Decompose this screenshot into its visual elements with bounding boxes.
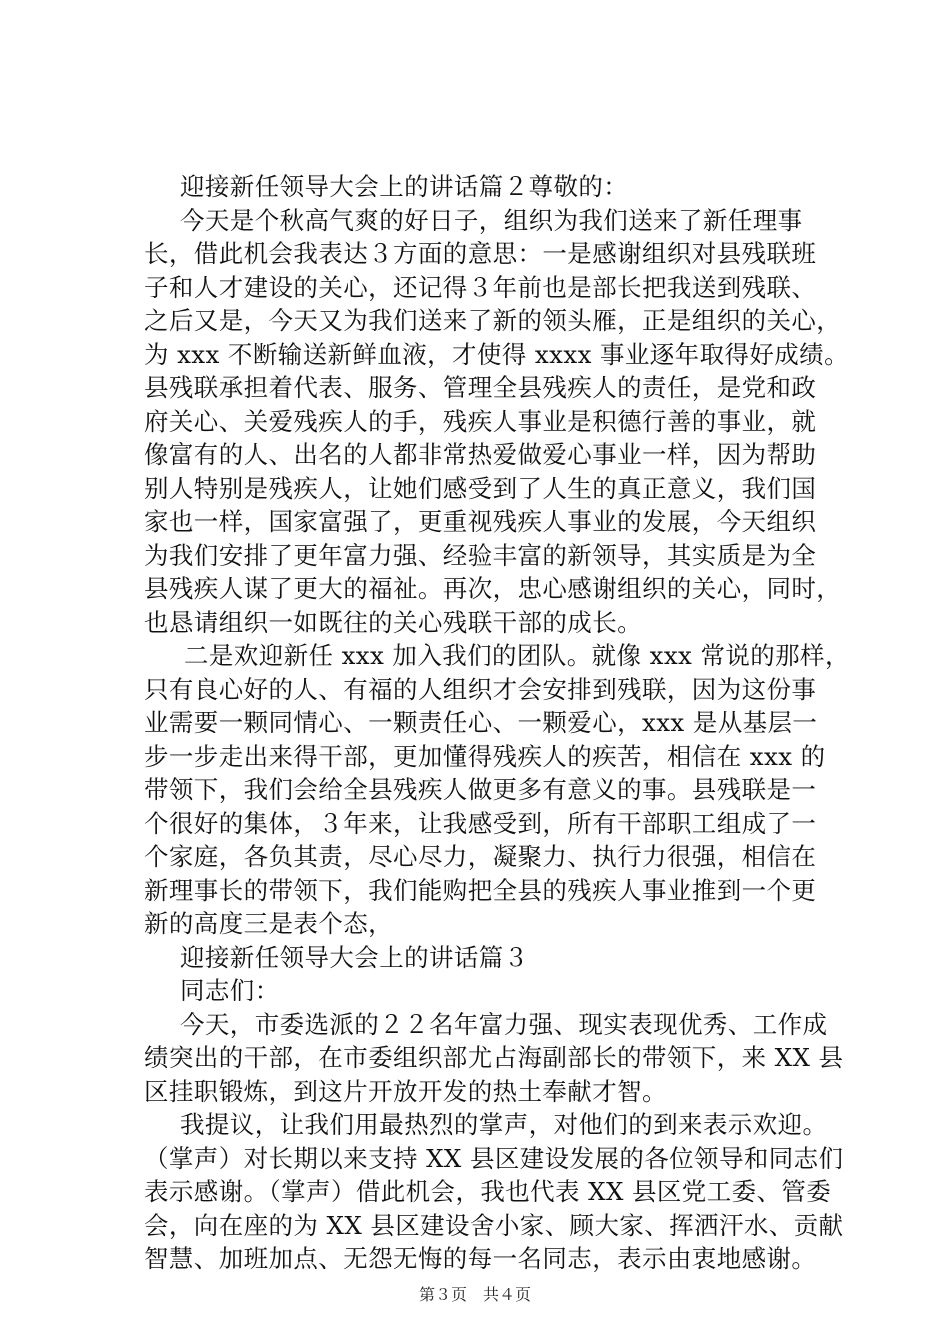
paragraph-line: 业需要一颗同情心、一颗责任心、一颗爱心，xxx 是从基层一 (144, 708, 818, 737)
paragraph-line: 个很好的集体，３年来，让我感受到，所有干部职工组成了一 (144, 808, 817, 838)
paragraph-line: 别人特别是残疾人，让她们感受到了人生的真正意义，我们国 (144, 473, 817, 503)
paragraph-line: 之后又是，今天又为我们送来了新的领头雁，正是组织的关心， (144, 306, 842, 335)
paragraph-line: 只有良心好的人、有福的人组织才会安排到残联，因为这份事 (144, 674, 817, 704)
paragraph-line: 为我们安排了更年富力强、经验丰富的新领导，其实质是为全 (144, 540, 817, 570)
paragraph-line: 子和人才建设的关心，还记得３年前也是部长把我送到残联、 (144, 272, 817, 302)
paragraph-line: 表示感谢。（掌声）借此机会，我也代表 XX 县区党工委、管委 (144, 1177, 832, 1206)
paragraph-line: 今天，市委选派的２２名年富力强、现实表现优秀、工作成 (180, 1009, 828, 1039)
section-heading: 迎接新任领导大会上的讲话篇２尊敬的： (180, 172, 629, 201)
paragraph-line: 区挂职锻炼，到这片开放开发的热土奉献才智。 (144, 1076, 667, 1106)
paragraph-line: 二是欢迎新任 xxx 加入我们的团队。就像 xxx 常说的那样， (184, 641, 850, 670)
paragraph-line: 也恳请组织一如既往的关心残联干部的成长。 (144, 607, 642, 637)
paragraph-line: 新理事长的带领下，我们能购把全县的残疾人事业推到一个更 (144, 875, 817, 905)
paragraph-line: 县残联承担着代表、服务、管理全县残疾人的责任，是党和政 (144, 373, 817, 402)
page-number-footer: 第３页 共４页 (418, 1285, 531, 1304)
paragraph-line: 府关心、关爱残疾人的手，残疾人事业是积德行善的事业，就 (144, 406, 817, 436)
paragraph-line: 长，借此机会我表达３方面的意思：一是感谢组织对县残联班 (144, 239, 817, 268)
paragraph-line: 新的高度三是表个态， (144, 909, 393, 938)
paragraph-line: 像富有的人、出名的人都非常热爱做爱心事业一样，因为帮助 (144, 440, 817, 469)
paragraph-line: 为 xxx 不断输送新鲜血液，才使得 xxxx 事业逐年取得好成绩。 (144, 339, 849, 369)
paragraph-line: 县残疾人谋了更大的福祉。再次，忠心感谢组织的关心，同时， (144, 574, 842, 603)
paragraph-line: 家也一样，国家富强了，更重视残疾人事业的发展，今天组织 (144, 507, 817, 536)
paragraph-line: 个家庭，各负其责，尽心尽力，凝聚力、执行力很强，相信在 (144, 842, 817, 871)
document-body (144, 170, 850, 1276)
paragraph-line: 智慧、加班加点、无怨无悔的每一名同志，表示由衷地感谢。 (144, 1244, 817, 1273)
paragraph-line: 带领下，我们会给全县残疾人做更多有意义的事。县残联是一 (144, 775, 817, 804)
paragraph-line: （掌声）对长期以来支持 XX 县区建设发展的各位领导和同志们 (144, 1143, 844, 1173)
paragraph-line: 步一步走出来得干部，更加懂得残疾人的疾苦，相信在 xxx 的 (144, 741, 826, 771)
section-heading: 迎接新任领导大会上的讲话篇３ (180, 942, 529, 972)
salutation: 同志们： (180, 976, 280, 1005)
paragraph-line: 会，向在座的为 XX 县区建设舍小家、顾大家、挥洒汗水、贡献 (144, 1210, 844, 1240)
paragraph-line: 今天是个秋高气爽的好日子，组织为我们送来了新任理事 (180, 205, 803, 235)
paragraph-line: 绩突出的干部，在市委组织部尤占海副部长的带领下，来 XX 县 (144, 1043, 844, 1072)
paragraph-line: 我提议，让我们用最热烈的掌声，对他们的到来表示欢迎。 (180, 1110, 828, 1139)
